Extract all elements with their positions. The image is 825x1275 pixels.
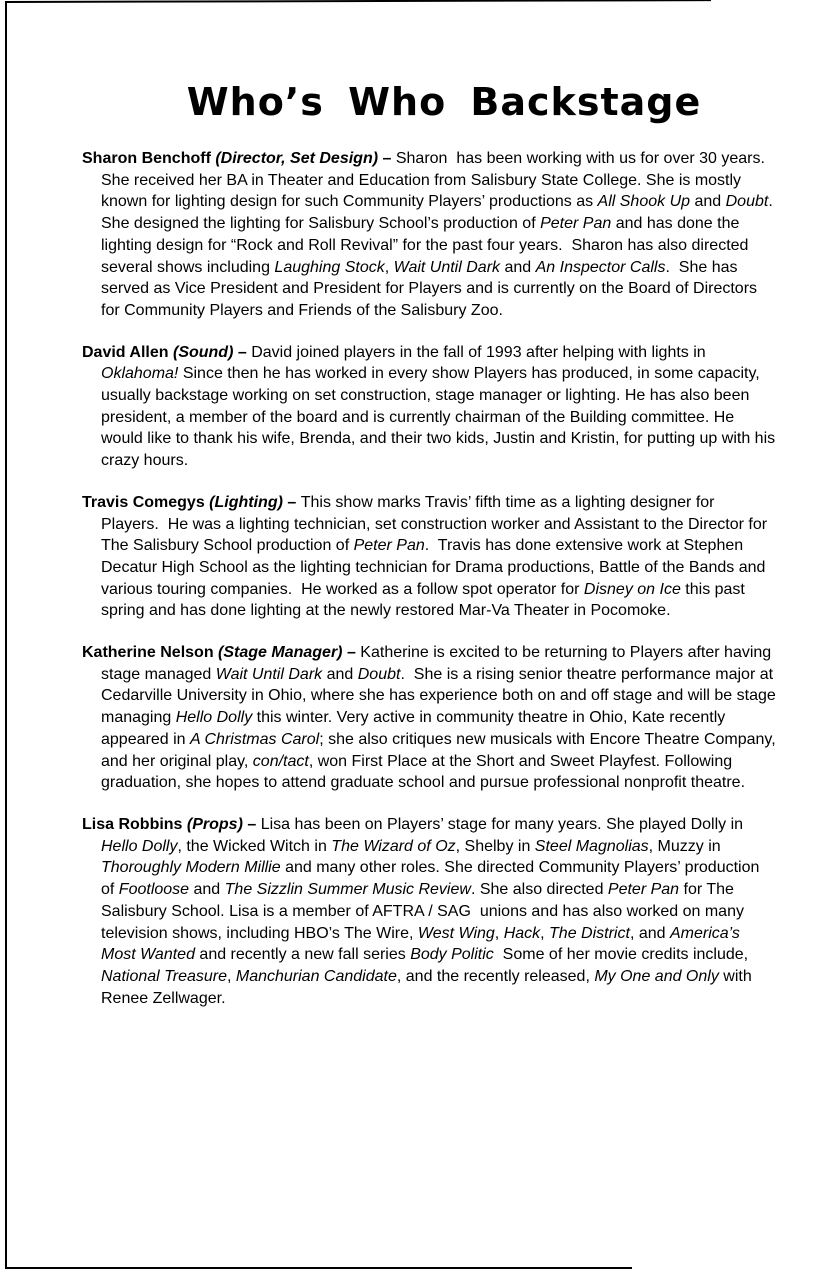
bio-lisa-robbins: Lisa Robbins (Props) – Lisa has been on Players’ stage for many years. She played Dolly in Hello Dolly, the Wicked Witch in The Wizard of Oz, Shelby in Steel Magnolias, Muzzy in Thoroughly Modern Millie and many other roles. She directed Community Players’ production of Footloose and The Sizzlin Summer Music Review. She also directed Peter Pan for The Salisbury School. Lisa is a member of AFTRA / SAG unions and has also worked on many television shows, including HBO’s The Wire, West Wing, Hack, The District, and America’s Most Wanted and recently a new fall series Body Politic Some of her movie credits include, National Treasure, Manchurian Candidate, and the recently released, My One and Only with Renee Zellwager. xyxy=(82,815,764,1007)
bio-david-allen: David Allen (Sound) – David joined players in the fall of 1993 after helping with lights in Oklahoma! Since then he has worked in every show Players has produced, in some capacity, usually backstage working on set construction, stage manager or lighting. He has also been president, a member of the board and is currently chairman of the Building committee. He would like to thank his wife, Brenda, and their two kids, Justin and Kristin, for putting up with his crazy hours. xyxy=(82,343,780,470)
page-border-left xyxy=(5,1,7,1269)
bio-travis-comegys: Travis Comegys (Lighting) – This show marks Travis’ fifth time as a lighting designer for Players. He was a lighting technician, set construction worker and Assistant to the Director for The Salisbury School production of Peter Pan. Travis has done extensive work at Stephen Decatur High School as the lighting technician for Drama productions, Battle of the Bands and various touring companies. He worked as a follow spot operator for Disney on Ice this past spring and has done lighting at the newly restored Mar-Va Theater in Pocomoke. xyxy=(82,493,772,620)
bio-sharon-benchoff: Sharon Benchoff (Director, Set Design) – Sharon has been working with us for over 30 years. She received her BA in Theater and Education from Salisbury State College. She is mostly known for lighting design for such Community Players’ productions as All Shook Up and Doubt. She designed the lighting for Salisbury School’s production of Peter Pan and has done the lighting design for “Rock and Roll Revival” for the past four years. Sharon has also directed several shows including Laughing Stock, Wait Until Dark and An Inspector Calls. She has served as Vice President and President for Players and is currently on the Board of Directors for Community Players and Friends of the Salisbury Zoo. xyxy=(82,150,782,319)
page-content xyxy=(82,0,782,1029)
bio-katherine-nelson: Katherine Nelson (Stage Manager) – Katherine is excited to be returning to Players after having stage managed Wait Until Dark and Doubt. She is a rising senior theatre performance major at Cedarville University in Ohio, where she has experience both on and off stage and will be stage managing Hello Dolly this winter. Very active in community theatre in Ohio, Kate recently appeared in A Christmas Carol; she also critiques new musicals with Encore Theatre Company, and her original play, con/tact, won First Place at the Short and Sweet Playfest. Following graduation, she hopes to attend graduate school and pursue professional nonprofit theatre. xyxy=(82,644,781,792)
page-title: Who’s Who Backstage xyxy=(186,80,702,124)
page-border-bottom xyxy=(5,1267,632,1269)
